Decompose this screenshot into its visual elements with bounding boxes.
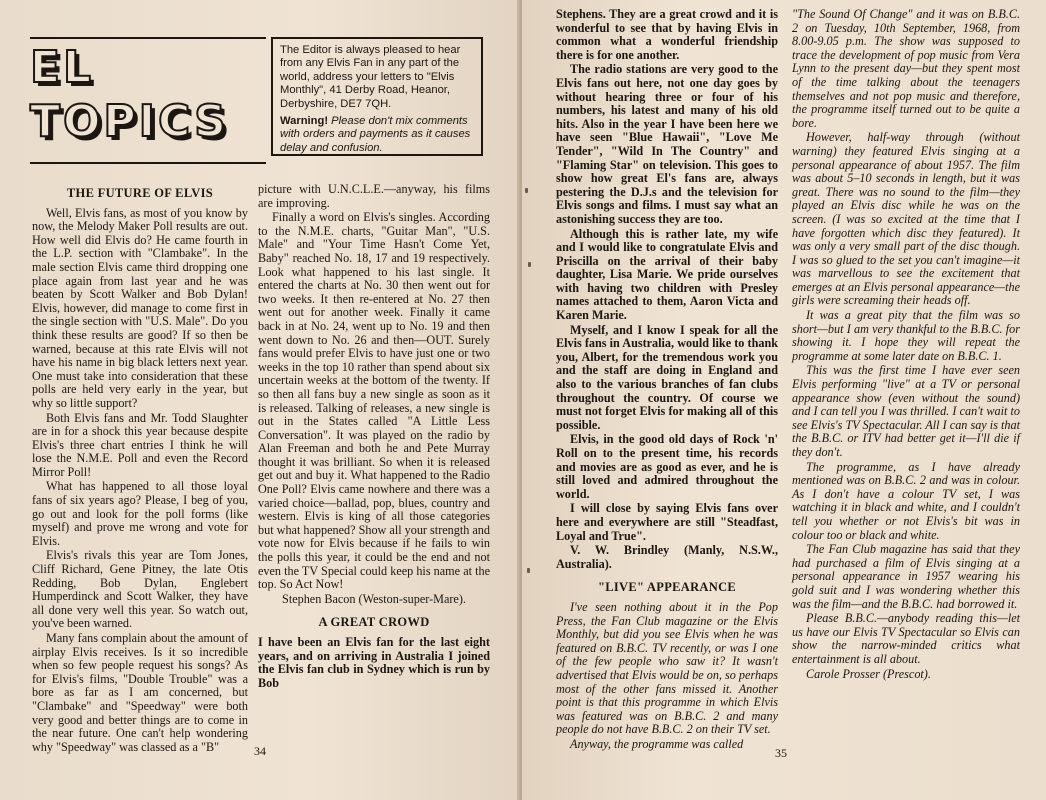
article2-paragraph: Elvis, in the good old days of Rock 'n' Roll on to the present time, his records and movies are as good as ever, and he is still loved and admired throughout the world. xyxy=(556,432,778,501)
article1-paragraph: What has happened to all those loyal fans of six years ago? Please, I beg of you, go out and look for the poll forms (like myself) and prove me wrong and vote for Elvis. xyxy=(32,479,248,548)
article1-paragraph: Elvis's rivals this year are Tom Jones, Cliff Richard, Gene Pitney, the late Otis Redding, Bob Dylan, Englebert Humperdinck and Scott Walker, they have all done very well this year. So watch out, you've been warned. xyxy=(32,548,248,631)
masthead-logo-line1: EL xyxy=(30,42,95,93)
article3-column2 xyxy=(792,8,1020,682)
article2-continued-column xyxy=(556,8,778,752)
article3-paragraph: "The Sound Of Change" and it was on B.B.C. 2 on Tuesday, 10th September, 1968, from 8.00-9.05 p.m. The show was supposed to trace the development of pop music from Vera Lynn to the present day—but they spent most of the time talking about the teenagers themselves and not pop music and therefore, the programme itself turned out to be quite a bore. xyxy=(792,7,1020,130)
article2-paragraph: The radio stations are very good to the Elvis fans out here, not one day goes by without hearing three or four of his numbers, his latest and many of his old hits. Also in the year I have been here we have seen "Blue Hawaii", "Love Me Tender", "Wild In The Country" and "Flaming Star" on television. This goes to show how great El's fans are, always pestering the D.J.s and the television for Elvis songs and films. I must say what an astonishing success they are too. xyxy=(556,62,778,226)
article2-paragraph: Stephens. They are a great crowd and it is wonderful to see that by having Elvis in common what a wonderful friendship there is for one another. xyxy=(556,7,778,62)
article3-paragraph: I've seen nothing about it in the Pop Press, the Fan Club magazine or the Elvis Monthly, but did you see Elvis when he was featured on B.B.C. TV recently, or was I one of the few people who saw it? It wasn't advertised that Elvis would be on, so perhaps most of the other fans missed it. Another point is that this programme in which Elvis was featured was on B.B.C. 2 and many people do not have B.B.C. 2 on their TV set. xyxy=(556,599,778,737)
article1-paragraph: Well, Elvis fans, as most of you know by now, the Melody Maker Poll results are out. How well did Elvis do? He came fourth in the L.P. section with "Clambake". In the male section Elvis came third dropping one place again from last year and he was beaten by Scott Walker and Bob Dylan! Elvis, however, did manage to come first in the single section with "U.S. Male". Do you think these results are good? If so then be warned, because at this rate Elvis will not have his name in big black letters next year. One must take into consideration that these polls are held very early in the year, but why so little support? xyxy=(32,205,248,410)
article2-paragraph: I will close by saying Elvis fans over here and everywhere are still "Steadfast, Loyal and True". xyxy=(556,501,778,543)
article3-paragraph: However, half-way through (without warning) they featured Elvis singing at a personal appearance of about 1957. The film was about 5–10 seconds in length, but it was great. There was no sound to the film—they played an Elvis disc while he was on the screen. (I was so excited at the time that I have forgotten which disc they featured). It was only a very small part of the disc though. I was so glued to the set you can't imagine—it was marvellous to see the excitement that emerges at an Elvis personal appearance—the girls were screaming their heads off. xyxy=(792,130,1020,308)
article3-paragraph: Anyway, the programme was called xyxy=(570,736,744,751)
print-speck xyxy=(528,262,531,267)
article1-column1 xyxy=(32,183,248,755)
article1-paragraph: Finally a word on Elvis's singles. According to the N.M.E. charts, "Guitar Man", "U.S. Male" and "Your Time Hasn't Come Yet, Baby" reached No. 18, 17 and 19 respectively. Look what happened to his last single. It entered the charts at No. 30 then went out for two weeks. It then re-entered at No. 27 then went out for another week. Finally it came back in at No. 24, went up to No. 19 and then went down to No. 26 and then—OUT. Surely fans would prefer Elvis to have just one or two weeks in the top 10 rather than spend about six uncertain weeks at the bottom of the twenty. If so then all fans buy a new single as soon as it is released. Talking of releases, a new single is out in the States called "A Little Less Conversation". It was played on the radio by Alan Freeman and both he and Pete Murray thought it was brilliant. So when it is released get out and buy it. What happened to the Radio One Poll? Elvis came nowhere and there was a varied choice—ballad, pop, blues, country and western. Elvis is king of all those categories but what happened? Show all your strength and vote now for Elvis because if he fails to win the polls this year, it could be the end and not even the TV Special could keep his name at the top. So Act Now! xyxy=(258,210,490,592)
print-speck xyxy=(525,188,528,193)
masthead-rule-bottom xyxy=(30,162,266,164)
article3-paragraph: This was the first time I have ever seen Elvis performing "live" at a TV or personal appearance show (even without the sound) and I can tell you I was thrilled. I can't wait to see Elvis's TV Spectacular. All I can say is that the B.B.C. or ITV had better get it—I'll die if they don't. xyxy=(792,363,1020,459)
article1-paragraph: Both Elvis fans and Mr. Todd Slaughter are in for a shock this year because despite Elvis's three chart entries I think he will lose the N.M.E. Poll and even the Record Mirror Poll! xyxy=(32,410,248,479)
article1-paragraph: picture with U.N.C.L.E.—anyway, his films are improving. xyxy=(258,182,490,210)
editor-notice-box xyxy=(271,37,483,156)
article3-paragraph: The programme, as I have already mentioned was on B.B.C. 2 and was in colour. As I don't have a colour TV set, I was watching it in black and white, and I couldn't tell you whether or not Elvis's bit was in colour too or black and white. xyxy=(792,459,1020,542)
left-page xyxy=(0,0,520,800)
article3-paragraph: Please B.B.C.—anybody reading this—let us have our Elvis TV Spectacular so Elvis can show the narrow-minded critics what entertainment is all about. xyxy=(792,611,1020,666)
article1-title: THE FUTURE OF ELVIS xyxy=(66,186,214,200)
article2-paragraph: I have been an Elvis fan for the last eight years, and on arriving in Australia I joined the Elvis fan club in Sydney which is run by Bob xyxy=(258,635,490,690)
article1-paragraph: Many fans complain about the amount of airplay Elvis receives. Is it so incredible when so few people request his songs? As for Elvis's films, "Double Trouble" was a bore as far as I am concerned, but "Clambake" and "Speedway" were both very good and better things are to come in the near future. One can't help wondering why "Speedway" was classed as a "B" xyxy=(32,631,248,754)
masthead-logo-line2: TOPICS xyxy=(30,96,229,147)
article2-signature: V. W. Brindley (Manly, N.S.W., Australia). xyxy=(556,543,778,571)
right-page xyxy=(522,0,1046,800)
article3-paragraph: The Fan Club magazine has said that they had purchased a film of Elvis singing at a personal appearance in 1957 wearing his gold suit and I was wondering whether this was the film—and the B.B.C. had borrowed it. xyxy=(792,542,1020,611)
print-speck xyxy=(527,568,530,573)
article3-paragraph: It was a great pity that the film was so short—but I am very thankful to the B.B.C. for showing it. I hope they will repeat the programme at some later date on B.B.C. 1. xyxy=(792,308,1020,363)
editor-warning-text: Please don't mix comments with orders and payments as it causes delay and confusion. xyxy=(280,115,471,154)
article2-title: A GREAT CROWD xyxy=(318,615,430,630)
article2-paragraph: Although this is rather late, my wife and I would like to congratulate Elvis and Priscilla on the arrival of their baby daughter, Lisa Marie. We pride ourselves with having two children with Presley names attached to them, Aaron Victa and Karen Marie. xyxy=(556,226,778,323)
article2-paragraph: Myself, and I know I speak for all the Elvis fans in Australia, would like to thank you, Albert, for the tremendous work you and the staff are doing in England and also to the various branches of fan clubs throughout the country. Of course we must not forget Elvis for making all of this possible. xyxy=(556,322,778,432)
page-number-left: 34 xyxy=(254,744,266,758)
article3-signature: Carole Prosser (Prescot). xyxy=(806,666,931,681)
article3-title: "LIVE" APPEARANCE xyxy=(597,580,737,595)
article1-column2 xyxy=(258,183,490,691)
article1-signature: Stephen Bacon (Weston-super-Mare). xyxy=(282,591,466,606)
masthead-rule-top xyxy=(30,37,266,39)
page-number-right: 35 xyxy=(775,746,787,760)
editor-warning-label: Warning! xyxy=(280,115,329,128)
editor-notice-text: The Editor is always pleased to hear from any Elvis Fan in any part of the world, address your letters to "Elvis Monthly", 41 Derby Road, Heanor, Derbyshire, DE7 7QH. xyxy=(280,44,461,110)
